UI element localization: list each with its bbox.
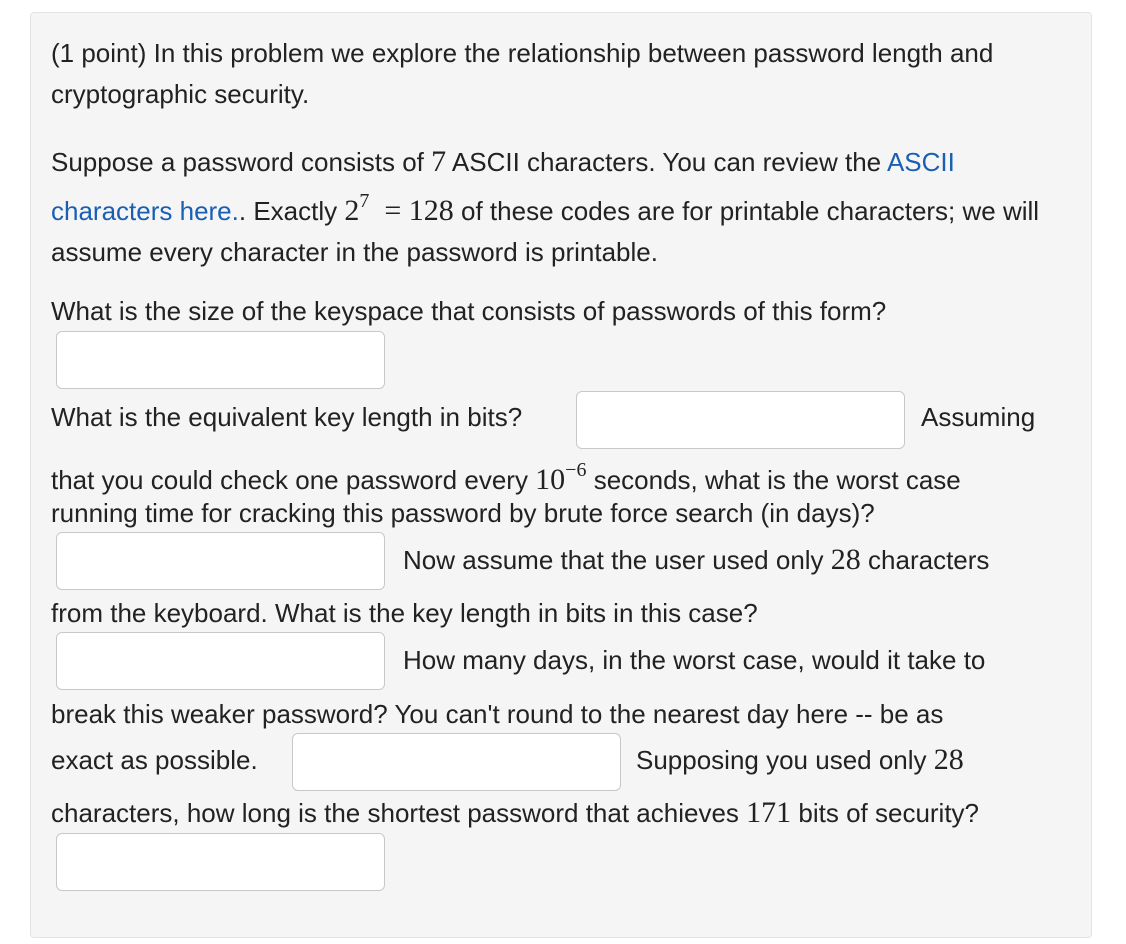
intro-text: In this problem we explore the relationship between password length and cryptographic security. [51,38,994,109]
q4-text-2: characters [868,545,990,575]
running-time-answer-input[interactable] [56,532,385,590]
question-shortest-line1 [636,743,964,777]
question-weak-days-line2: break this weaker password? You can't round to the nearest day here -- be as [51,699,944,729]
q6-text-1: Supposing you used only [636,745,927,775]
check-rate [535,459,587,496]
q6-text-3: bits of security? [798,798,980,828]
q3-text-1: that you could check one password every [51,465,528,495]
question-keyspace: What is the size of the keyspace that consists of passwords of this form? [51,296,887,326]
problem-panel [30,12,1092,938]
problem-intro [51,33,1081,115]
key-length-answer-input[interactable] [576,391,905,449]
question-reduced-charset-line2: from the keyboard. What is the key length in bits in this case? [51,598,758,628]
question-weak-days-line1: How many days, in the worst case, would it take to [403,645,986,675]
setup-text-3: . Exactly [238,196,338,226]
power-expression [344,190,454,227]
shortest-password-answer-input[interactable] [56,833,385,891]
assuming-text: Assuming [921,402,1036,432]
printable-count: 128 [408,194,454,227]
ascii-characters-link[interactable]: ASCII characters here. [51,147,955,226]
question-reduced-charset-line1 [403,543,989,577]
point-value: (1 point) [51,38,147,68]
question-shortest-line2 [51,796,979,830]
rate-base: 10 [535,463,566,496]
setup-text-1: Suppose a password consists of [51,147,424,177]
question-running-time-line2: running time for cracking this password by brute force search (in days)? [51,498,875,528]
q6-text-2: characters, how long is the shortest password that achieves [51,798,739,828]
weak-days-answer-input[interactable] [292,733,621,791]
q4-text-1: Now assume that the user used only [403,545,824,575]
rate-exponent: −6 [565,459,587,481]
power-exponent: 7 [359,190,370,212]
char-count: 7 [431,145,447,178]
question-weak-days-line3: exact as possible. [51,745,258,775]
setup-text-2: ASCII characters. You can review the [451,147,882,177]
setup-text-4: of these codes are for printable characters; we will assume every character in the password is printable. [51,196,1040,267]
q6-char-count: 28 [933,743,964,776]
keyspace-answer-input[interactable] [56,331,385,389]
q3-text-2: seconds, what is the worst case [593,465,961,495]
reduced-key-length-answer-input[interactable] [56,632,385,690]
security-bits: 171 [746,796,792,829]
question-key-length: What is the equivalent key length in bits? [51,402,523,432]
reduced-char-count: 28 [830,543,861,576]
setup-paragraph [51,141,1081,273]
question-running-time-line1 [51,455,961,497]
power-base: 2 [344,194,360,227]
equals-sign: = [384,194,402,227]
